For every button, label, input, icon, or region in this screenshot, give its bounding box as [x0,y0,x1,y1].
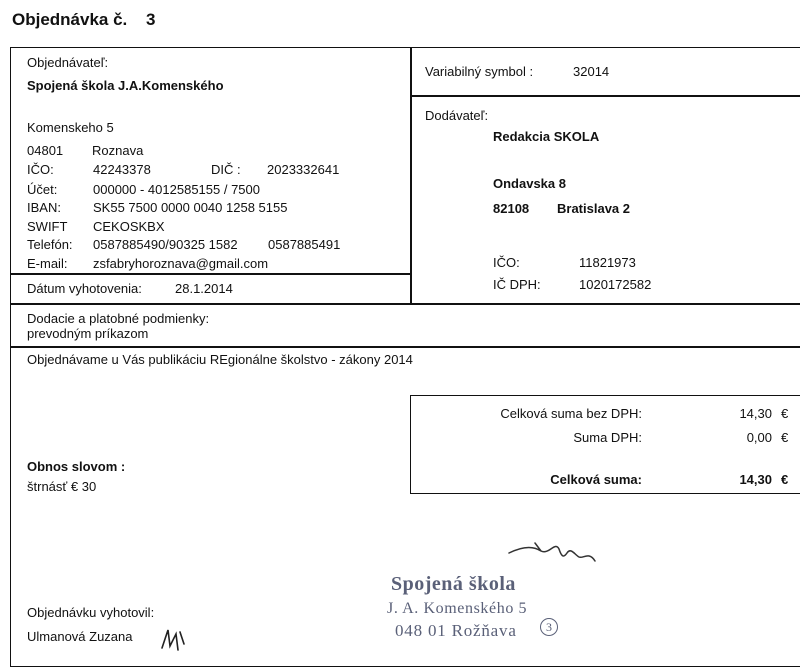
buyer-telefon-label: Telefón: [27,237,73,252]
supplier-icdph-label: IČ DPH: [493,277,541,292]
buyer-telefon: 0587885490/90325 1582 [93,237,238,252]
order-text: Objednávame u Vás publikáciu REgionálne školstvo - zákony 2014 [27,352,413,367]
buyer-swift: CEKOSKBX [93,219,165,234]
stamp-line1: Spojená škola [391,573,516,595]
total-label: Celková suma: [550,472,642,487]
buyer-email: zsfabryhoroznava@gmail.com [93,256,269,271]
words-value: štrnásť € 30 [27,479,97,494]
conditions-bottom-divider [10,346,800,348]
supplier-ico-label: IČO: [493,255,520,270]
total-bez-dph-label: Celková suma bez DPH: [500,406,642,421]
buyer-email-label: E-mail: [27,256,68,271]
buyer-ucet-label: Účet: [27,182,58,197]
dph-value: 0,00 [746,430,772,445]
total-bez-dph-value: 14,30 [739,406,772,421]
currency-3: € [781,472,789,487]
currency-1: € [781,406,789,421]
stamp-line2: J. A. Komenského 5 [387,600,528,617]
supplier-name: Redakcia SKOLA [493,129,600,144]
datum-divider-top [10,273,411,275]
buyer-ucet: 000000 - 4012585155 / 7500 [93,182,260,197]
buyer-dic: 2023332641 [267,162,340,177]
buyer-iban: SK55 7500 0000 0040 1258 5155 [93,200,288,215]
supplier-zip: 82108 [493,201,530,216]
buyer-divider-vertical [410,47,412,304]
header-bottom-divider [10,303,800,305]
order-number: 3 [146,10,156,29]
buyer-iban-label: IBAN: [27,200,61,215]
datum-value: 28.1.2014 [175,281,233,296]
buyer-dic-label: DIČ : [211,162,241,177]
buyer-ico-label: IČO: [27,162,54,177]
supplier-ico: 11821973 [579,255,636,270]
variabilny-label: Variabilný symbol : [425,64,534,79]
approval-signature [505,535,605,575]
conditions-value: prevodným príkazom [27,326,149,341]
variabilny-divider [410,95,800,97]
buyer-fax: 0587885491 [268,237,341,252]
document-title [12,10,155,30]
stamp-line3: 048 01 Rožňava [395,621,517,640]
issuer-label: Objednávku vyhotovil: [27,605,155,620]
supplier-label: Dodávateľ: [425,108,489,123]
buyer-zip: 04801 [27,143,64,158]
issuer-name: Ulmanová Zuzana [27,629,133,644]
supplier-street: Ondavska 8 [493,176,566,191]
words-label: Obnos slovom : [27,459,126,474]
buyer-swift-label: SWIFT [27,219,68,234]
buyer-street: Komenskeho 5 [27,120,114,135]
datum-label: Dátum vyhotovenia: [27,281,142,296]
variabilny-value: 32014 [573,64,610,79]
supplier-icdph: 1020172582 [579,277,652,292]
currency-2: € [781,430,789,445]
total-value: 14,30 [739,472,772,487]
title-text: Objednávka č. [12,10,128,29]
buyer-city: Roznava [92,143,144,158]
issuer-signature [158,624,198,654]
buyer-ico: 42243378 [93,162,151,177]
dph-label: Suma DPH: [573,430,642,445]
buyer-label: Objednávateľ: [27,55,109,70]
stamp-number-badge: 3 [540,618,558,636]
supplier-city: Bratislava 2 [557,201,630,216]
buyer-name: Spojená škola J.A.Komenského [27,78,224,93]
conditions-label: Dodacie a platobné podmienky: [27,311,210,326]
